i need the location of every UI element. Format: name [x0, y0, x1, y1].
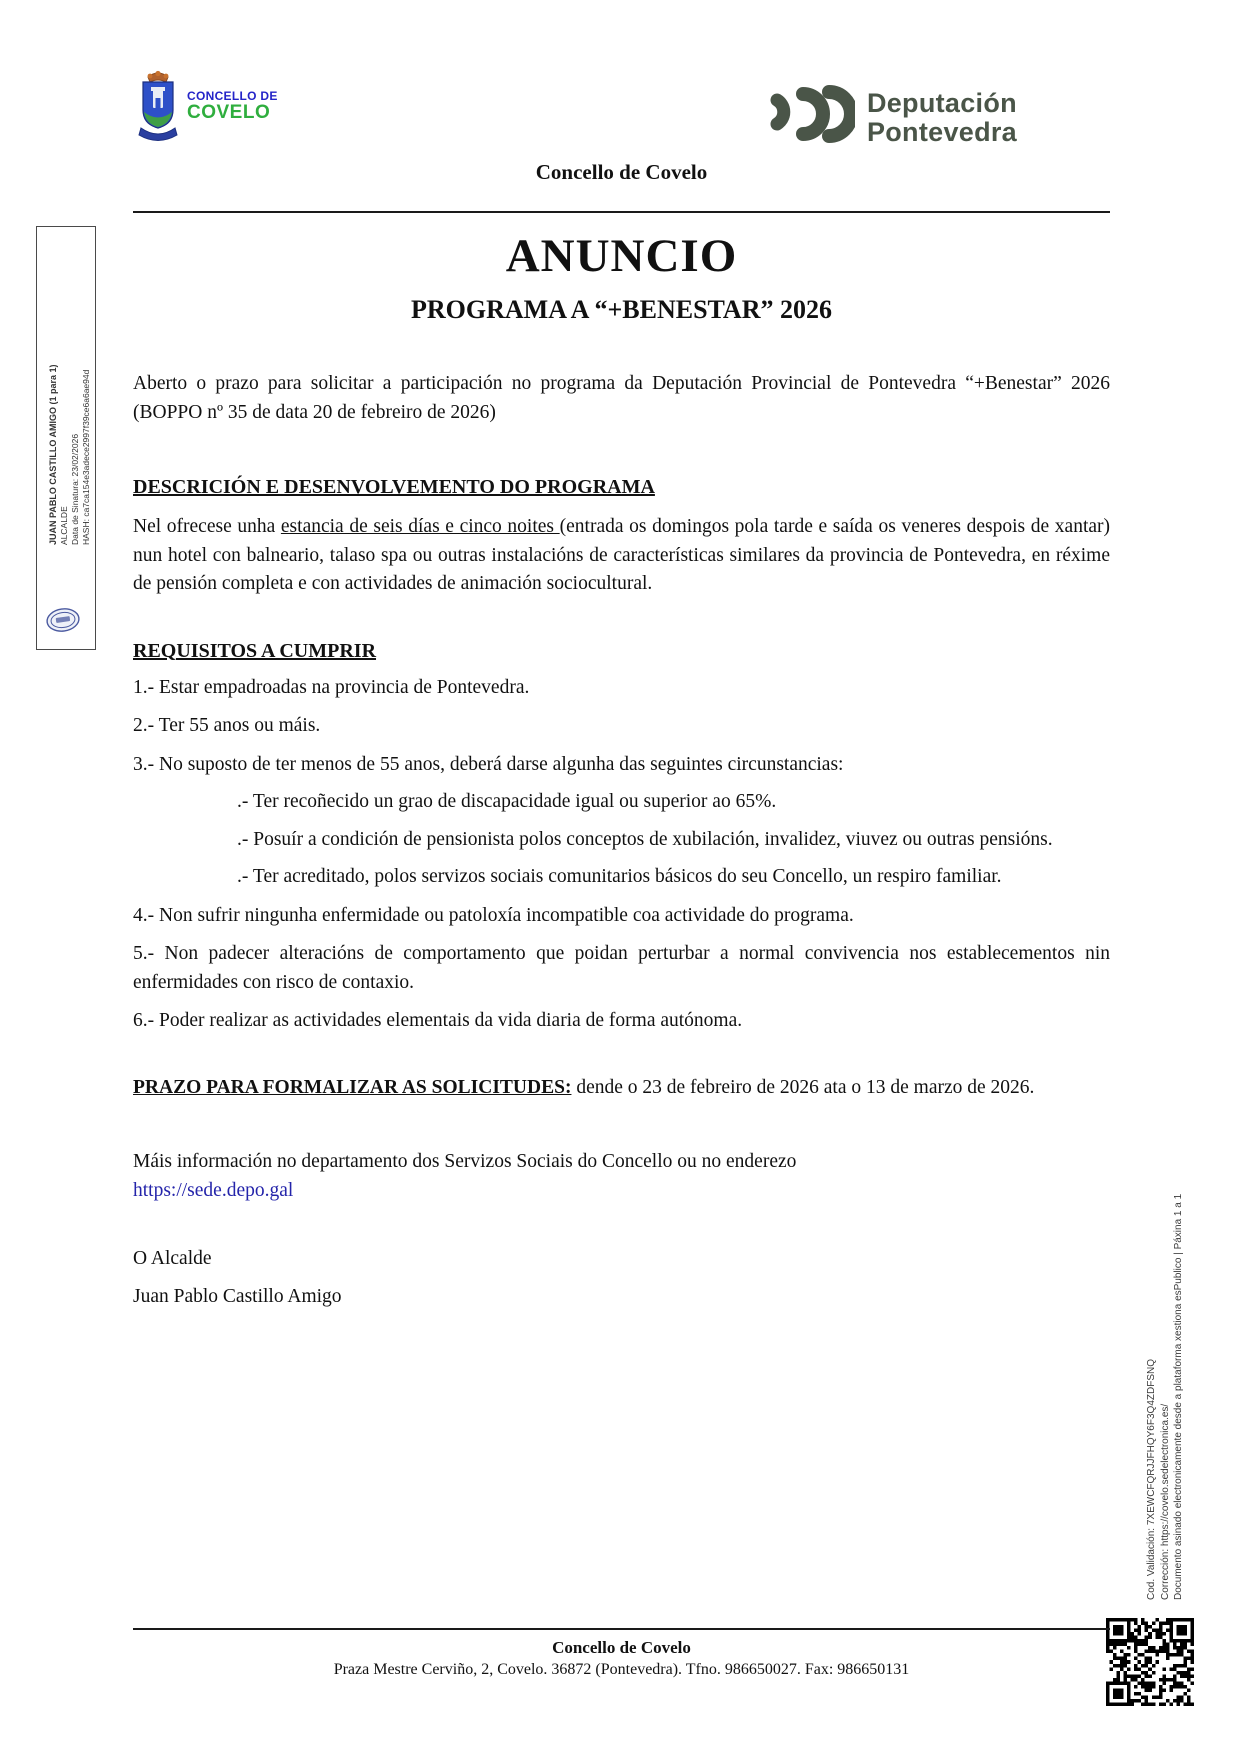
- deputacion-logo-icon: [769, 82, 855, 153]
- info-text: Máis información no departamento dos Servizos Sociais do Concello ou no enderezo: [133, 1151, 797, 1172]
- page-subtitle: PROGRAMA A “+BENESTAR” 2026: [411, 295, 832, 324]
- description-underlined: estancia de seis días e cinco noites: [280, 516, 560, 537]
- section-requirements-heading: REQUISITOS A CUMPRIR: [133, 639, 377, 662]
- requirement-4: 4.- Non sufrir ningunha enfermidade ou patoloxía incompatible coa actividade do programa.: [133, 904, 854, 926]
- signer-name: JUAN PABLO CASTILLO AMIGO (1 para 1): [48, 364, 58, 545]
- validation-platform: Documento asinado electronicamente desde a plataforma xestiona esPublico | Páxina 1 a 1: [1173, 1193, 1184, 1600]
- footer-name: Concello de Covelo: [552, 1638, 691, 1657]
- deputacion-logo-line2: Pontevedra: [866, 116, 1017, 147]
- deadline-paragraph: [133, 1074, 1110, 1103]
- deputacion-logo: [769, 82, 1017, 153]
- validation-code: Cod. Validación: 7XEWCFQRJJFHQY6F3Q4ZDFSNQ: [1146, 1359, 1157, 1600]
- covelo-logo: [135, 68, 278, 149]
- requirement-3c: .- Ter acreditado, polos servizos sociais comunitarios básicos do seu Concello, un respiro familiar.: [237, 866, 1002, 887]
- requirement-3b: .- Posuír a condición de pensionista polos conceptos de xubilación, invalidez, viuvez ou outras pensións.: [237, 828, 1053, 850]
- info-paragraph: [133, 1148, 1110, 1205]
- intro-paragraph: Aberto o prazo para solicitar a participación no programa da Deputación Provincial de Pontevedra “+Benestar” 2026 (BOPPO nº 35 de data 20 de febreiro de 2026): [133, 373, 1110, 423]
- signature-role: O Alcalde: [133, 1248, 212, 1269]
- page-title: ANUNCIO: [505, 230, 738, 282]
- header-title: Concello de Covelo: [535, 160, 708, 184]
- requirement-6: 6.- Poder realizar as actividades elementais da vida diaria de forma autónoma.: [133, 1010, 743, 1031]
- deadline-label: PRAZO PARA FORMALIZAR AS SOLICITUDES:: [133, 1076, 572, 1098]
- covelo-logo-line1: CONCELLO DE: [187, 89, 278, 103]
- requirement-5: 5.- Non padecer alteracións de comportamento que poidan perturbar a normal convivencia nos establecementos nin enfermidades con risco de contaxio.: [133, 943, 1110, 993]
- signature-name: Juan Pablo Castillo Amigo: [133, 1285, 342, 1307]
- covelo-logo-line2: COVELO: [187, 101, 271, 123]
- description-paragraph: [133, 513, 1110, 599]
- qr-code: [1106, 1618, 1194, 1706]
- header-logos: [133, 68, 1110, 148]
- requirement-3a: .- Ter recoñecido un grao de discapacidade igual ou superior ao 65%.: [237, 791, 777, 812]
- covelo-crest-icon: [135, 68, 181, 149]
- validation-url: Corrección: https://covelo.sedelectronica.es/: [1159, 1403, 1171, 1600]
- requirement-1: 1.- Estar empadroadas na provincia de Pontevedra.: [133, 676, 530, 698]
- footer-address: Praza Mestre Cerviño, 2, Covelo. 36872 (Pontevedra). Tfno. 986650027. Fax: 986650131: [333, 1661, 910, 1678]
- covelo-logo-text: [187, 90, 278, 123]
- signer-role: ALCALDE: [59, 506, 69, 545]
- header-divider: [133, 211, 1110, 213]
- description-post: (entrada os domingos pola tarde e saída os veneres despois de xantar) nun hotel con balneario, talaso spa ou outras instalacións de características similares da provincia de Pontevedra, en réxime de pensión completa e con actividades de animación sociocultural.: [133, 516, 1111, 594]
- signature-margin-text: [47, 215, 95, 545]
- deadline-text: dende o 23 de febreiro de 2026 ata o 13 de marzo de 2026.: [571, 1076, 1035, 1098]
- description-pre: Nel ofrecese unha: [133, 516, 281, 537]
- deputacion-logo-text: [867, 89, 1017, 147]
- signature-hash: HASH: ca7ca154e3adece2997f39ce6a6ae94d: [81, 369, 91, 545]
- requirement-3: 3.- No suposto de ter menos de 55 anos, deberá darse algunha das seguintes circunstancias:: [133, 753, 844, 775]
- sede-depo-link[interactable]: https://sede.depo.gal: [133, 1179, 294, 1201]
- deputacion-logo-line1: Deputación: [866, 87, 1017, 118]
- validation-margin-text: [1145, 1052, 1187, 1600]
- signature-date: Data de Sinatura: 23/02/2026: [70, 433, 80, 545]
- requirement-2: 2.- Ter 55 anos ou máis.: [133, 715, 321, 736]
- official-seal-icon: [45, 606, 81, 639]
- page-footer: [133, 1628, 1110, 1679]
- section-description-heading: DESCRICIÓN E DESENVOLVEMENTO DO PROGRAMA: [133, 476, 655, 498]
- document-body: [133, 0, 1110, 1311]
